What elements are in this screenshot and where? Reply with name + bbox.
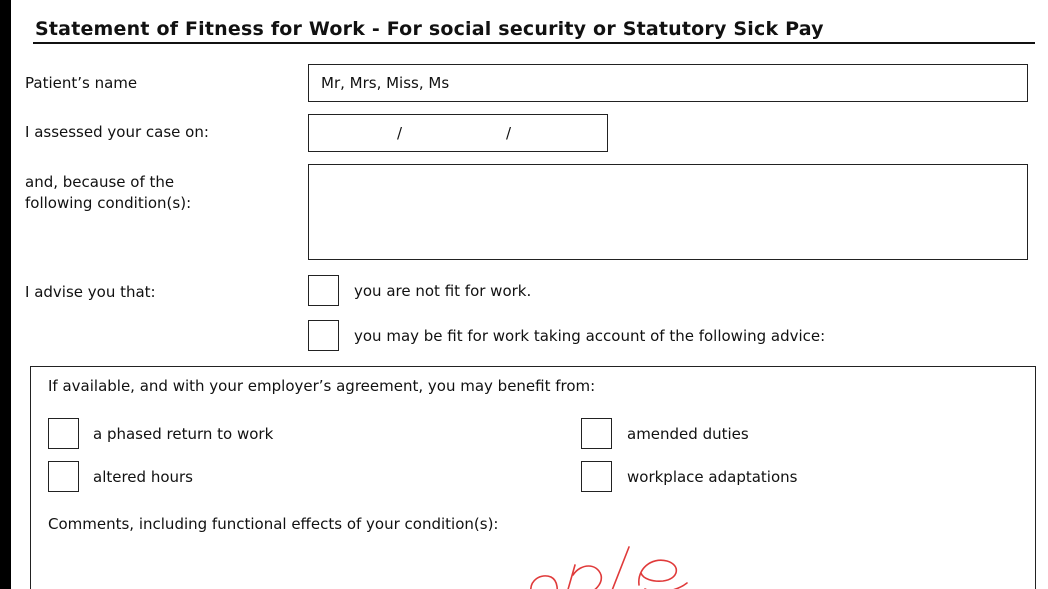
advice-intro: If available, and with your employer’s agreement, you may benefit from: (48, 377, 596, 395)
patient-name-label: Patient’s name (25, 74, 138, 92)
comments-label: Comments, including functional effects of your condition(s): (48, 515, 499, 533)
condition-label (25, 172, 191, 214)
amended-duties-label: amended duties (627, 425, 749, 443)
assessed-date-field[interactable] (308, 114, 608, 152)
may-be-fit-checkbox[interactable] (308, 320, 339, 351)
assessed-date-label: I assessed your case on: (25, 123, 209, 141)
condition-label-line1: and, because of the (25, 173, 175, 191)
title-underline (33, 42, 1035, 44)
not-fit-label: you are not fit for work. (354, 282, 532, 300)
patient-name-field[interactable] (308, 64, 1028, 102)
altered-hours-checkbox[interactable] (48, 461, 79, 492)
condition-label-line2: following condition(s): (25, 194, 192, 212)
not-fit-checkbox[interactable] (308, 275, 339, 306)
fit-note-form (11, 0, 1048, 589)
advise-label: I advise you that: (25, 283, 156, 301)
form-title: Statement of Fitness for Work - For social security or Statutory Sick Pay (35, 18, 824, 40)
patient-name-value: Mr, Mrs, Miss, Ms (321, 74, 450, 92)
altered-hours-label: altered hours (93, 468, 193, 486)
workplace-adaptations-label: workplace adaptations (627, 468, 798, 486)
watermark-strokes (531, 547, 687, 589)
phased-return-checkbox[interactable] (48, 418, 79, 449)
date-separator: / (397, 124, 403, 142)
phased-return-label: a phased return to work (93, 425, 274, 443)
amended-duties-checkbox[interactable] (581, 418, 612, 449)
workplace-adaptations-checkbox[interactable] (581, 461, 612, 492)
may-be-fit-label: you may be fit for work taking account of the following advice: (354, 327, 826, 345)
condition-field[interactable] (308, 164, 1028, 260)
sample-watermark (511, 525, 711, 589)
date-separator: / (506, 124, 512, 142)
